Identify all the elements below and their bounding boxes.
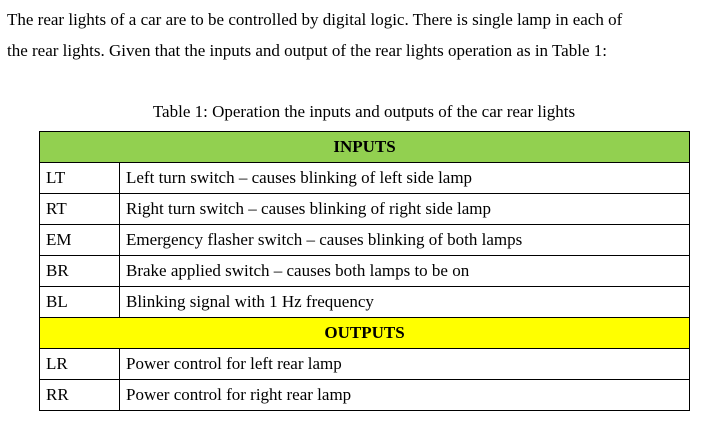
operations-table: [39, 131, 690, 411]
signal-description: Power control for left rear lamp: [120, 349, 690, 380]
signal-code: BR: [40, 256, 120, 287]
table-row: [40, 380, 690, 411]
signal-code: LR: [40, 349, 120, 380]
inputs-header-row: [40, 132, 690, 163]
signal-description: Right turn switch – causes blinking of right side lamp: [120, 194, 690, 225]
signal-description: Brake applied switch – causes both lamps to be on: [120, 256, 690, 287]
signal-description: Emergency flasher switch – causes blinking of both lamps: [120, 225, 690, 256]
table-caption: Table 1: Operation the inputs and outputs of the car rear lights: [152, 102, 576, 121]
intro-line-1: The rear lights of a car are to be controlled by digital logic. There is single lamp in each of: [7, 10, 623, 29]
signal-code: EM: [40, 225, 120, 256]
table-row: [40, 349, 690, 380]
table-row: [40, 287, 690, 318]
signal-description: Blinking signal with 1 Hz frequency: [120, 287, 690, 318]
inputs-header: INPUTS: [40, 132, 690, 163]
signal-description: Left turn switch – causes blinking of left side lamp: [120, 163, 690, 194]
signal-description: Power control for right rear lamp: [120, 380, 690, 411]
signal-code: RR: [40, 380, 120, 411]
outputs-header-row: [40, 318, 690, 349]
outputs-header: OUTPUTS: [40, 318, 690, 349]
signal-code: LT: [40, 163, 120, 194]
table-row: [40, 194, 690, 225]
intro-line-2: the rear lights. Given that the inputs and output of the rear lights operation as in Table 1:: [7, 41, 607, 60]
intro-paragraph: [7, 4, 707, 66]
table-row: [40, 163, 690, 194]
signal-code: BL: [40, 287, 120, 318]
signal-code: RT: [40, 194, 120, 225]
table-row: [40, 225, 690, 256]
table-row: [40, 256, 690, 287]
